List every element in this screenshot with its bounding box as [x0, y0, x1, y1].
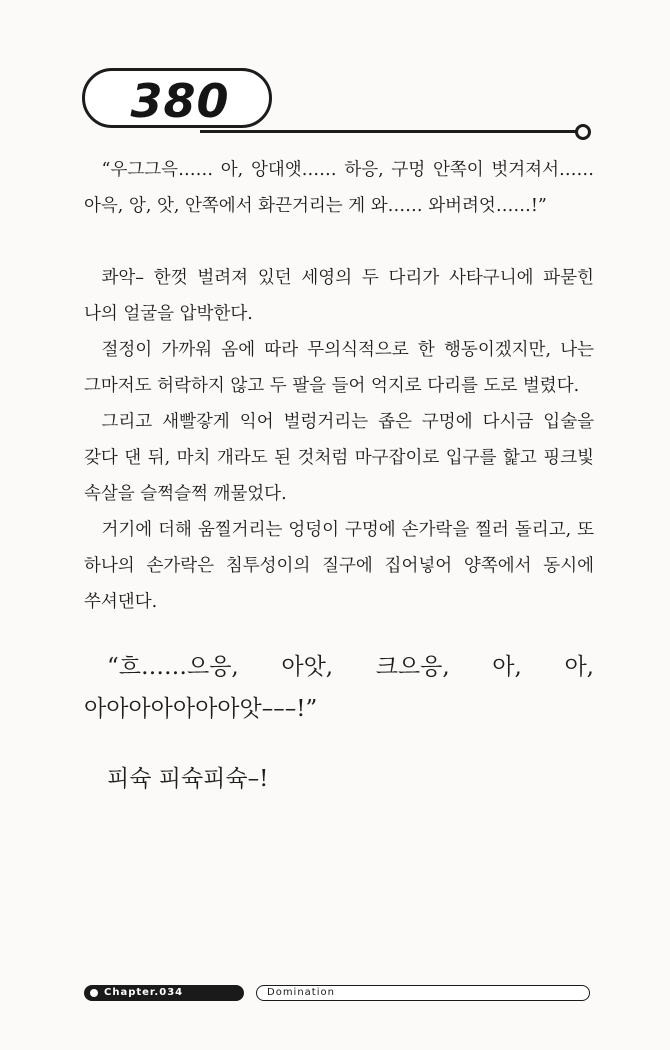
book-title-label: Domination [267, 987, 335, 998]
paragraph-spacer [84, 620, 594, 646]
page-footer [84, 985, 594, 1003]
paragraph-narration-4: 거기에 더해 움찔거리는 엉덩이 구멍에 손가락을 찔러 돌리고, 또 하나의 손가락은 침투성이의 질구에 집어넣어 양쪽에서 동시에 쑤셔댄다. [84, 520, 594, 612]
bullet-icon [90, 989, 98, 997]
paragraph-narration-3: 그리고 새빨갛게 익어 벌렁거리는 좁은 구멍에 다시금 입술을 갖다 댄 뒤, 마치 개라도 된 것처럼 마구잡이로 입구를 핥고 핑크빛 속살을 슬쩍슬쩍 깨물었다. [84, 412, 594, 504]
chapter-badge [84, 985, 244, 1001]
paragraph-sound-effect: 피슉 피슉피슉–! [107, 766, 269, 792]
page-header [82, 68, 602, 148]
paragraph-dialogue-1: “우그그윽…… 아, 앙대앳…… 하응, 구멍 안쪽이 벗겨져서…… 아윽, 앙, 앗, 안쪽에서 화끈거리는 게 와…… 와버려엇……!” [84, 160, 594, 216]
ring-icon [575, 124, 591, 140]
paragraph-spacer [84, 224, 594, 260]
chapter-label: Chapter.034 [104, 987, 184, 998]
paragraph-spacer [84, 730, 594, 758]
paragraph-narration-1: 콰악– 한껏 벌려져 있던 세영의 두 다리가 사타구니에 파묻힌 나의 얼굴을 압박한다. [84, 268, 594, 324]
paragraph-narration-2: 절정이 가까워 옴에 따라 무의식적으로 한 행동이겠지만, 나는 그마저도 허락하지 않고 두 팔을 들어 억지로 다리를 도로 벌렸다. [84, 340, 594, 396]
paragraph-dialogue-2: “흐……으응, 아앗, 크으응, 아, 아, 아아아아아아아앗–––!” [84, 654, 594, 722]
header-rule [200, 130, 580, 133]
page-body [84, 152, 594, 800]
book-title-badge [256, 985, 590, 1001]
page-number: 380 [130, 74, 230, 128]
page-number-badge [82, 68, 272, 128]
